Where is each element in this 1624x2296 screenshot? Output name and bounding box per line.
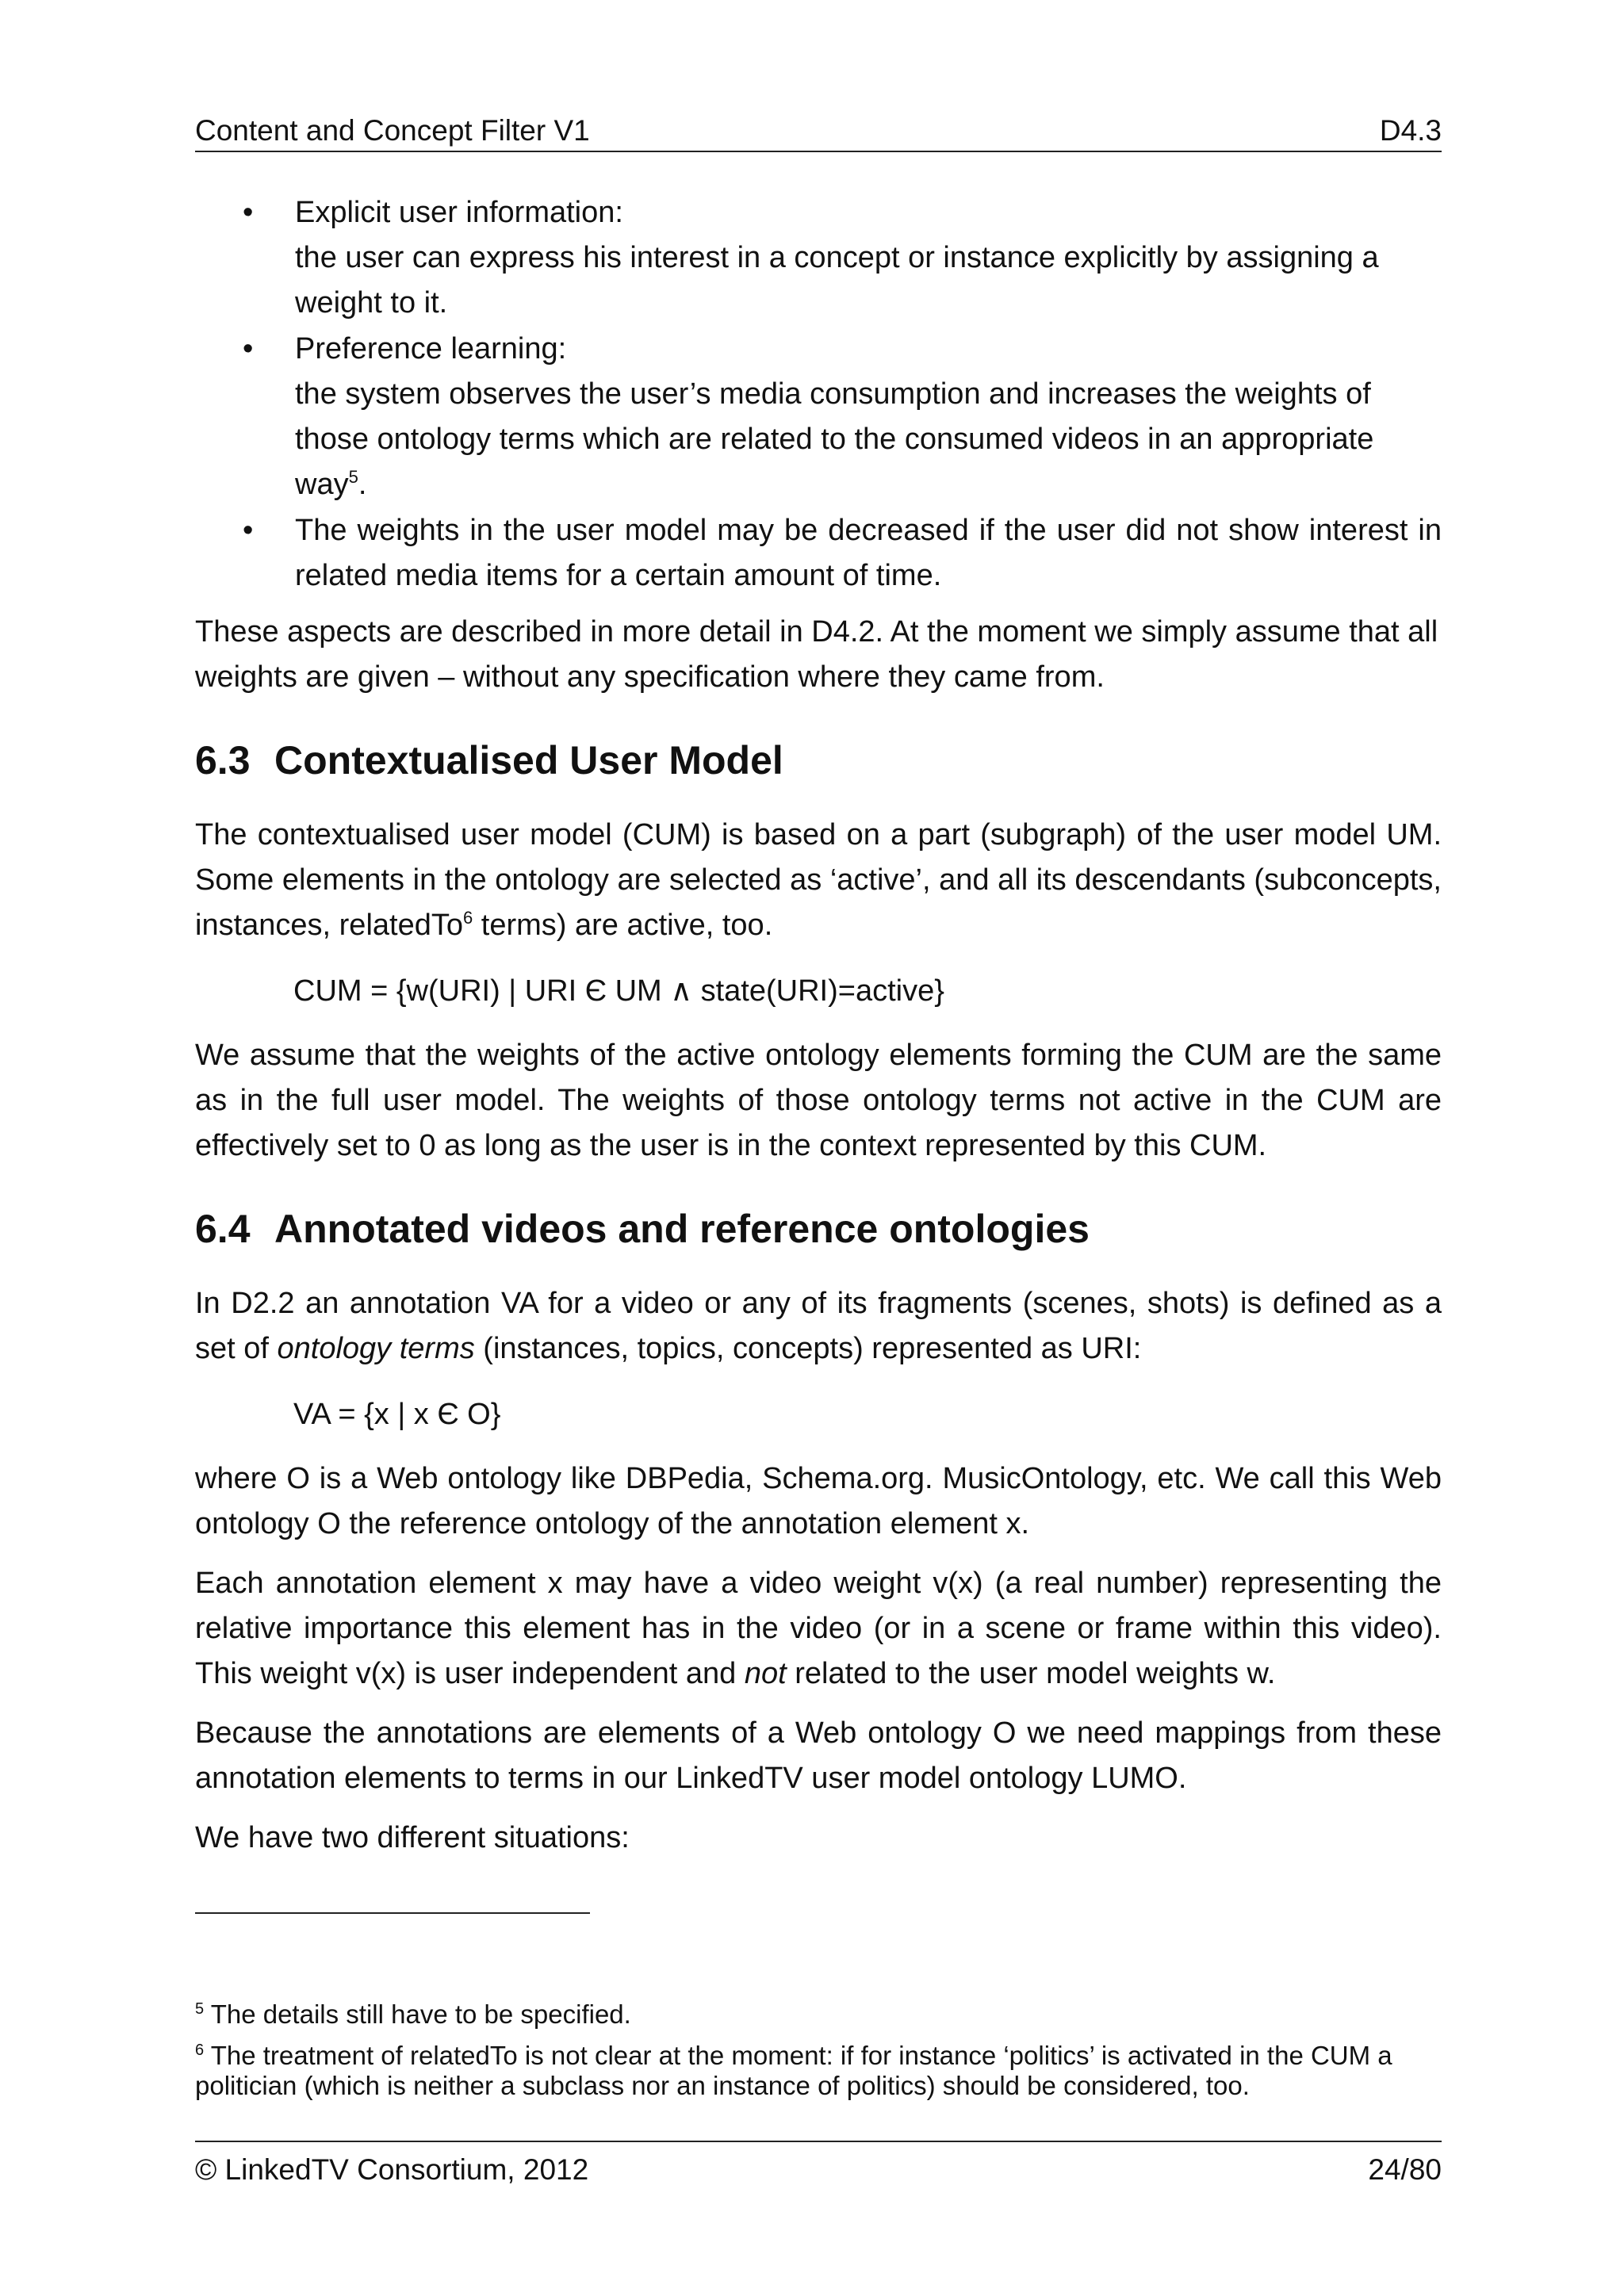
list-item [195, 190, 1442, 326]
footnote-5 [195, 1999, 1442, 2030]
footnotes [195, 1999, 1442, 2112]
formula-va: VA = {x | x Є O} [293, 1398, 501, 1431]
paragraph-text: related to the user model weights w. [786, 1657, 1276, 1690]
section-title: Annotated videos and reference ontologies [274, 1207, 1090, 1251]
bullet-icon: • [243, 332, 254, 365]
list-item [195, 508, 1442, 599]
page-content [195, 190, 1442, 1875]
paragraph-text: Each annotation element x may have a video weight v(x) (a real number) representing the relative importance this element has in the video (or in a scene or frame within this video). This weight v(x) is user independent and [195, 1567, 1442, 1690]
emphasis-text: not [744, 1657, 787, 1690]
footnote-number: 5 [195, 2000, 205, 2018]
bullet-text: the system observes the user’s media consumption and increases the weights of those ontology terms which are related to the consumed videos in an appropriate way [295, 377, 1374, 501]
page-header [195, 111, 1442, 152]
footnote-number: 6 [195, 2042, 205, 2059]
bullet-title: Preference learning: [295, 332, 567, 365]
paragraph-aspects: These aspects are described in more detail in D4.2. At the moment we simply assume that all weights are given – without any specification where they came from. [195, 615, 1438, 694]
bullet-list [195, 190, 1442, 599]
page-number: 24/80 [1368, 2153, 1442, 2186]
paragraph-text: In D2.2 an annotation VA for a video or any of its fragments (scenes, shots) is defined as a set of [195, 1287, 1442, 1365]
page-footer [195, 2141, 1442, 2190]
paragraph-text: The contextualised user model (CUM) is based on a part (subgraph) of the user model UM. Some elements in the ontology are selected as ‘active’, and all its descendants (subconcepts, instances, relatedTo [195, 818, 1442, 942]
section-title: Contextualised User Model [274, 738, 783, 783]
paragraph-situations: We have two different situations: [195, 1821, 630, 1854]
paragraph-annotation-intro [195, 1281, 1442, 1372]
paragraph-mappings: Because the annotations are elements of a Web ontology O we need mappings from these annotation elements to terms in our LinkedTV user model ontology LUMO. [195, 1716, 1442, 1795]
paragraph-reference-ontology: where O is a Web ontology like DBPedia, Schema.org. MusicOntology, etc. We call this Web ontology O the reference ontology of the annotation element x. [195, 1462, 1442, 1540]
header-title: Content and Concept Filter V1 [195, 114, 590, 147]
footnote-text: The details still have to be specified. [204, 1999, 631, 2029]
bullet-text: The weights in the user model may be decreased if the user did not show interest in related media items for a certain amount of time. [295, 514, 1442, 592]
section-heading-6-4 [195, 1205, 1442, 1253]
list-item [195, 327, 1442, 507]
formula-cum: CUM = {w(URI) | URI Є UM ∧ state(URI)=active} [293, 974, 944, 1008]
bullet-tail: . [358, 468, 367, 501]
bullet-text-wrap [295, 372, 1442, 507]
paragraph-text: (instances, topics, concepts) represented as URI: [474, 1332, 1142, 1365]
paragraph-cum-intro [195, 813, 1442, 948]
emphasis-text: ontology terms [277, 1332, 475, 1365]
footnote-ref[interactable]: 6 [462, 908, 473, 928]
footnote-divider [195, 1912, 590, 1914]
paragraph-cum-weights: We assume that the weights of the active ontology elements forming the CUM are the same as in the full user model. The weights of those ontology terms not active in the CUM are effectively set to 0 as long as the user is in the context represented by this CUM. [195, 1039, 1442, 1162]
header-doc-id: D4.3 [1379, 114, 1442, 147]
footer-copyright: © LinkedTV Consortium, 2012 [195, 2153, 589, 2186]
bullet-icon: • [243, 514, 254, 547]
bullet-icon: • [243, 196, 254, 229]
section-number: 6.3 [195, 738, 251, 783]
footnote-6 [195, 2041, 1442, 2101]
footnote-text: The treatment of relatedTo is not clear at the moment: if for instance ‘politics’ is activated in the CUM a politician (which is neither a subclass nor an instance of politics) should be considered, too. [195, 2041, 1392, 2100]
section-number: 6.4 [195, 1207, 251, 1251]
bullet-title: Explicit user information: [295, 196, 623, 229]
section-heading-6-3 [195, 737, 1442, 784]
footnote-ref[interactable]: 5 [348, 467, 358, 487]
paragraph-video-weight [195, 1561, 1442, 1697]
bullet-text: the user can express his interest in a concept or instance explicitly by assigning a weight to it. [295, 241, 1379, 320]
paragraph-text: terms) are active, too. [473, 909, 773, 942]
